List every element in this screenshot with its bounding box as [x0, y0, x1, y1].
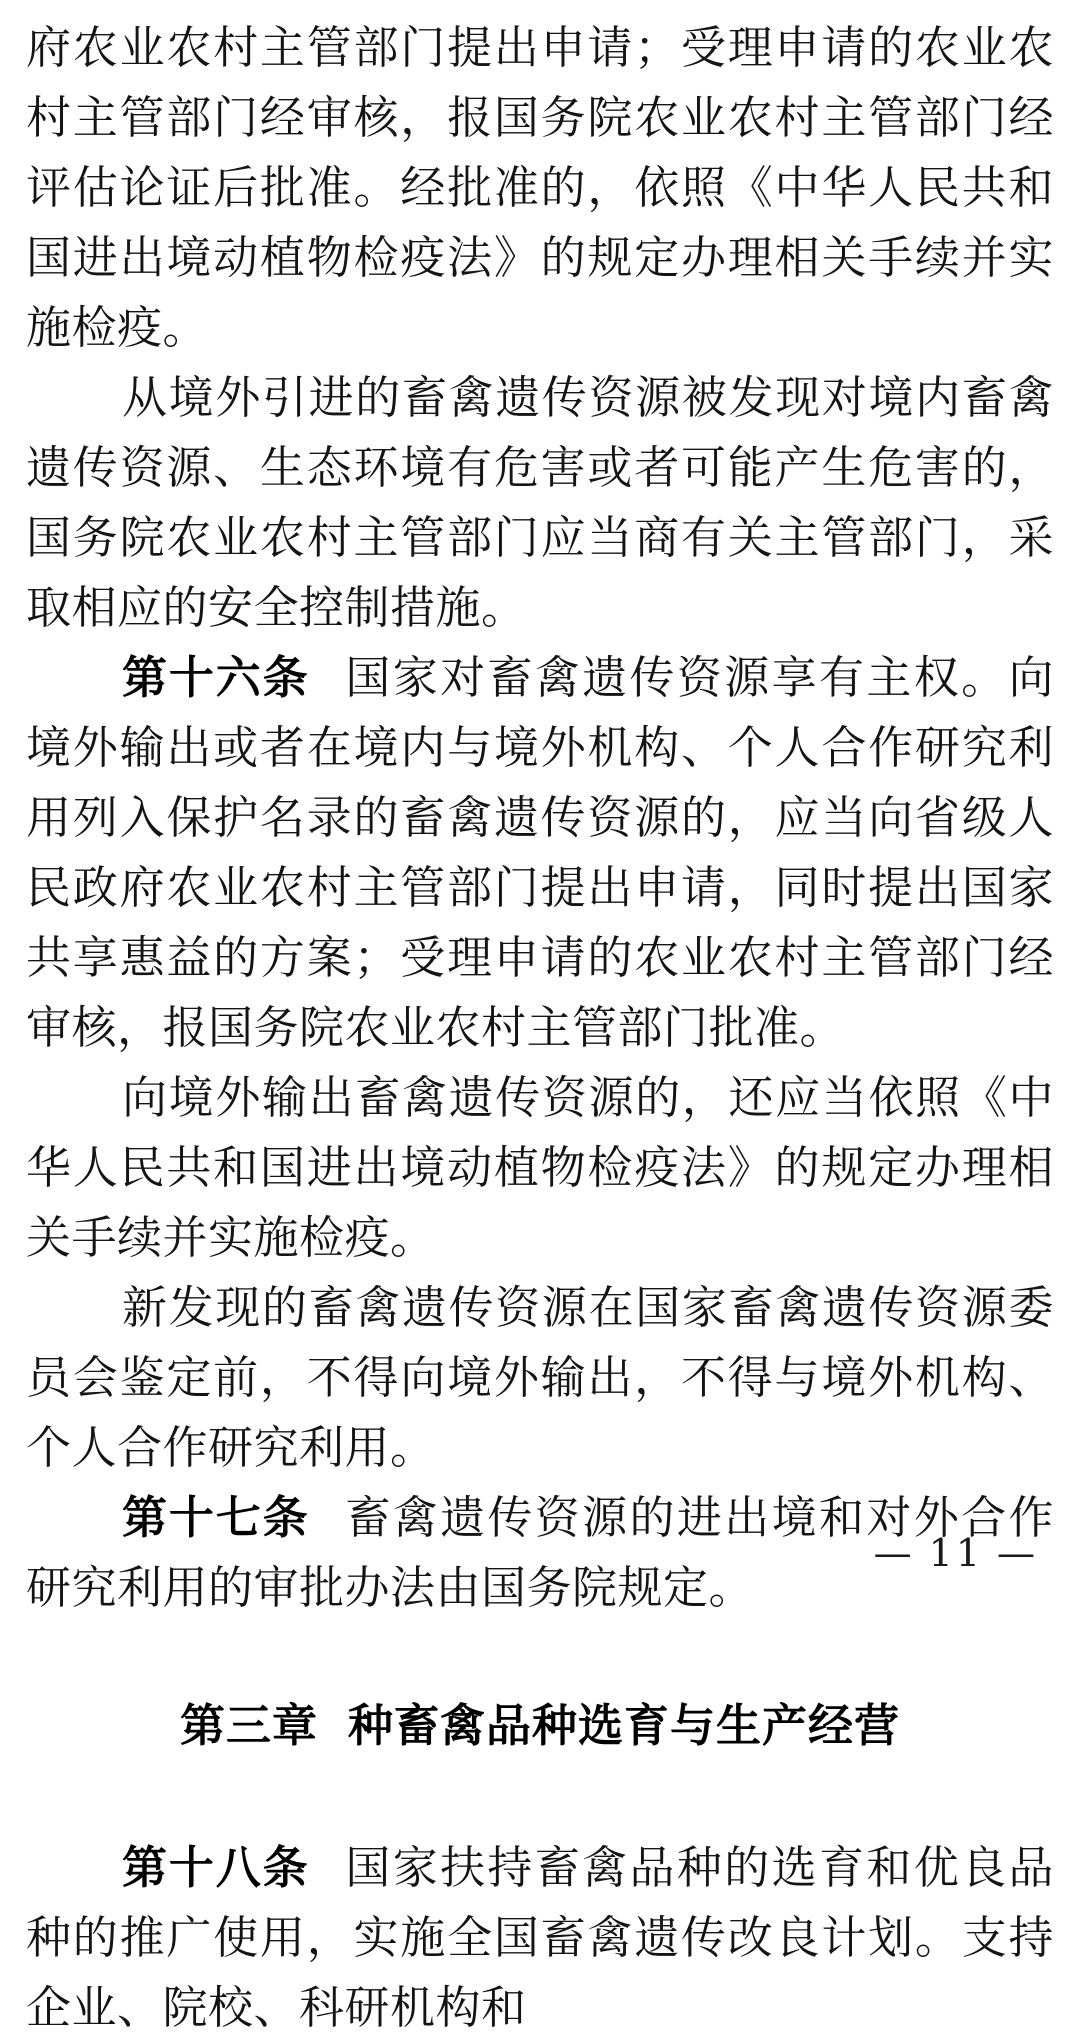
paragraph-article15-clause2: 从境外引进的畜禽遗传资源被发现对境内畜禽遗传资源、生态环境有危害或者可能产生危害的，国务院农业农村主管部门应当商有关主管部门，采取相应的安全控制措施。	[26, 371, 1054, 634]
chapter-heading-bottom-spacer	[26, 1761, 1054, 1833]
article-number-17: 第十七条	[122, 1491, 310, 1544]
paragraph-article16-clause3: 新发现的畜禽遗传资源在国家畜禽遗传资源委员会鉴定前，不得向境外输出，不得与境外机构、个人合作研究利用。	[26, 1281, 1054, 1474]
article-number-18: 第十八条	[122, 1841, 310, 1894]
chapter-number-label: 第三章	[179, 1699, 318, 1752]
article17-text: 畜禽遗传资源的进出境和对外合作研究利用的审批办法由国务院规定。	[26, 1491, 1054, 1614]
page-content-area	[26, 0, 1054, 2043]
page-number-dash-right: —	[997, 1531, 1038, 1575]
article16-text: 国家对畜禽遗传资源享有主权。向境外输出或者在境内与境外机构、个人合作研究利用列入保护名录的畜禽遗传资源的，应当向省级人民政府农业农村主管部门提出申请，同时提出国家共享惠益的方案；受理申请的农业农村主管部门经审核，报国务院农业农村主管部门批准。	[26, 651, 1054, 1054]
page-number-footer	[860, 1530, 1052, 1576]
chapter-heading-top-spacer	[26, 1623, 1054, 1691]
article18-text: 国家扶持畜禽品种的选育和优良品种的推广使用，实施全国畜禽遗传改良计划。支持企业、院校、科研机构和	[26, 1841, 1054, 2034]
chapter-title: 种畜禽品种选育与生产经营	[348, 1699, 901, 1752]
top-spacer	[26, 0, 1054, 13]
paragraph-article16-clause2: 向境外输出畜禽遗传资源的，还应当依照《中华人民共和国进出境动植物检疫法》的规定办理相关手续并实施检疫。	[26, 1071, 1054, 1264]
paragraph-continuation-article15: 府农业农村主管部门提出申请；受理申请的农业农村主管部门经审核，报国务院农业农村主管部门经评估论证后批准。经批准的，依照《中华人民共和国进出境动植物检疫法》的规定办理相关手续并实施检疫。	[26, 21, 1054, 354]
chapter-heading-3	[26, 1691, 1054, 1761]
article-number-16: 第十六条	[122, 651, 310, 704]
paragraph-article16	[26, 643, 1054, 1063]
page-number-value: 11	[928, 1531, 983, 1575]
page-number-dash-left: —	[873, 1531, 915, 1575]
paragraph-article18	[26, 1833, 1054, 2043]
